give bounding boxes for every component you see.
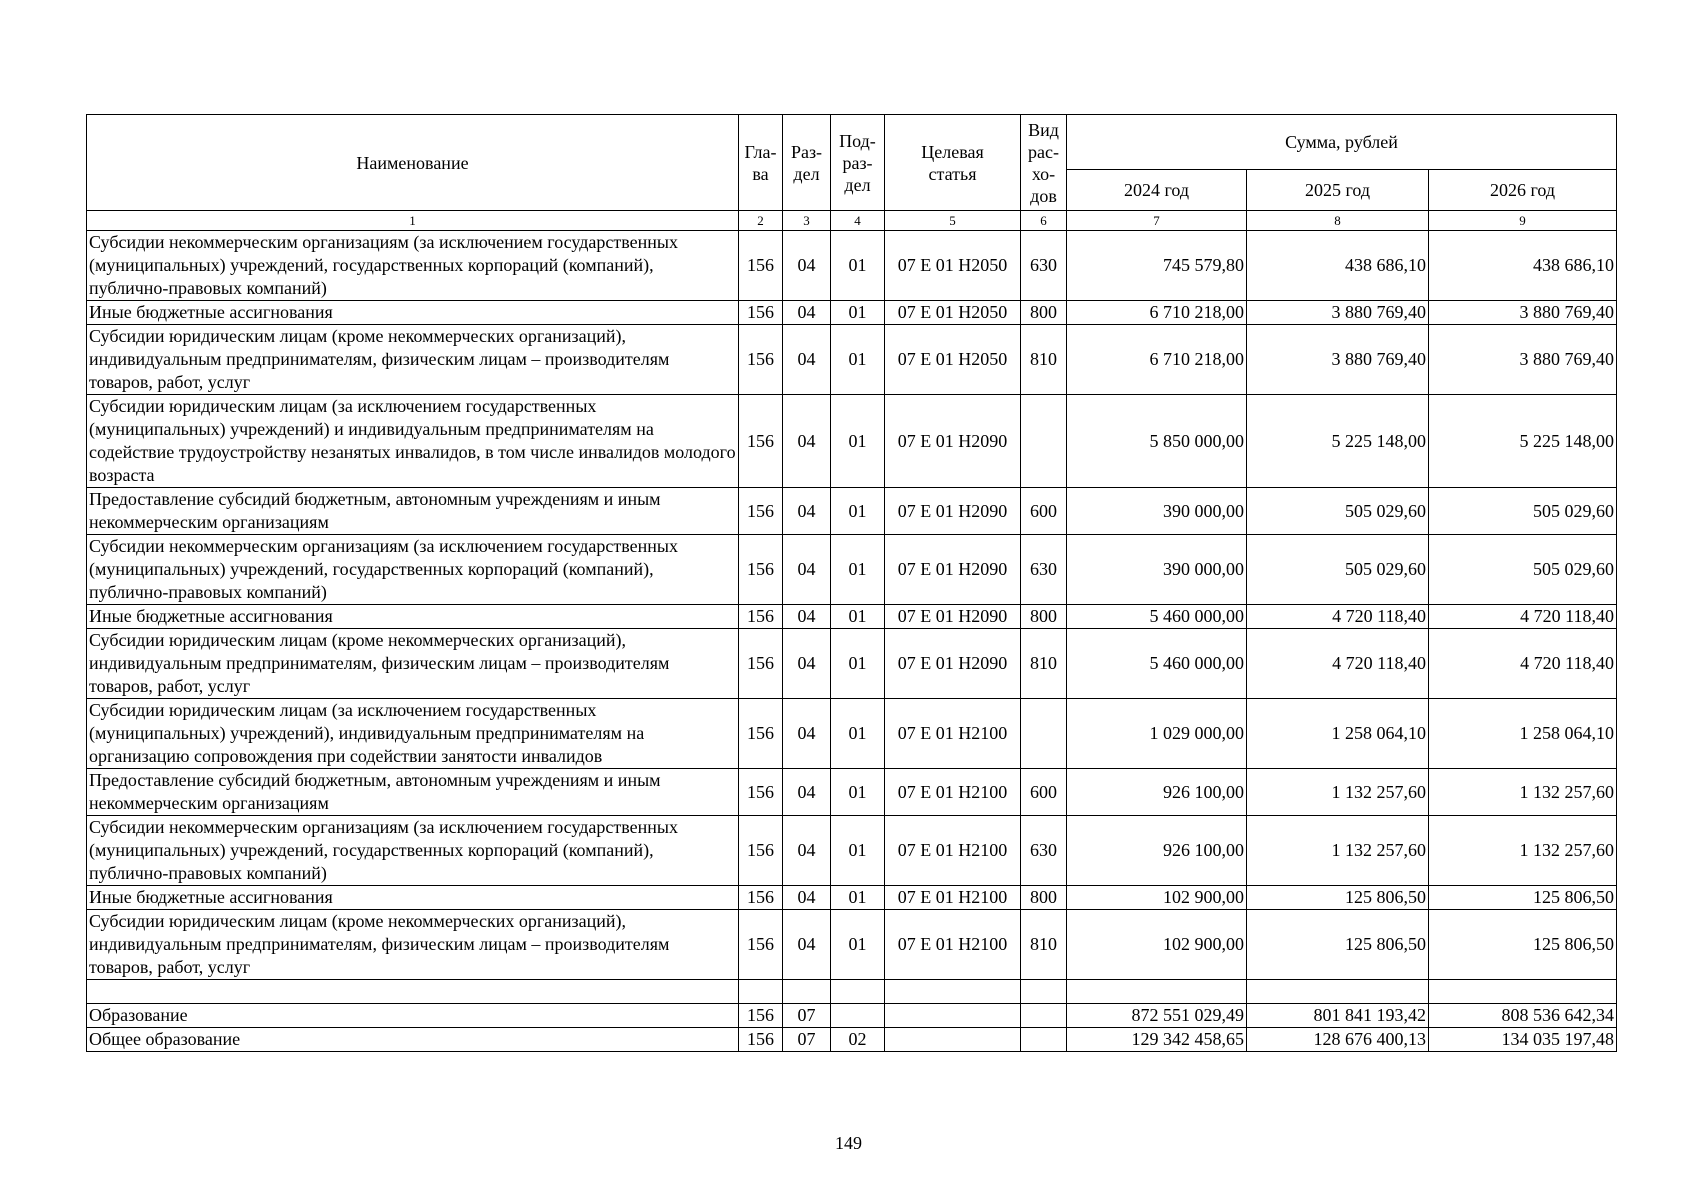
column-number: 2 [739, 211, 783, 231]
table-row [87, 488, 1617, 535]
header-year-2026: 2026 год [1429, 170, 1617, 211]
row-target-article: 07 Е 01 Н2100 [885, 886, 1021, 910]
row-section: 04 [783, 769, 831, 816]
row-amount-2024: 5 850 000,00 [1067, 395, 1247, 488]
row-section: 04 [783, 605, 831, 629]
row-subsection: 01 [831, 325, 885, 395]
column-numbers-row [87, 211, 1617, 231]
row-name: Общее образование [87, 1028, 739, 1052]
table-row [87, 629, 1617, 699]
row-expense-type [1021, 699, 1067, 769]
row-amount-2025: 128 676 400,13 [1247, 1028, 1429, 1052]
column-number: 7 [1067, 211, 1247, 231]
row-target-article: 07 Е 01 Н2100 [885, 816, 1021, 886]
row-subsection: 01 [831, 699, 885, 769]
row-name: Образование [87, 1004, 739, 1028]
table-row [87, 1004, 1617, 1028]
row-amount-2025: 4 720 118,40 [1247, 605, 1429, 629]
row-target-article [885, 980, 1021, 1004]
row-expense-type: 800 [1021, 886, 1067, 910]
row-chapter: 156 [739, 629, 783, 699]
row-amount-2025: 1 132 257,60 [1247, 816, 1429, 886]
row-target-article [885, 1004, 1021, 1028]
row-subsection: 01 [831, 605, 885, 629]
row-target-article: 07 Е 01 Н2100 [885, 910, 1021, 980]
row-name: Субсидии юридическим лицам (кроме некоммерческих организаций), индивидуальным предпринимателям, физическим лицам – производителям товаров, работ, услуг [87, 325, 739, 395]
column-number: 3 [783, 211, 831, 231]
column-number: 9 [1429, 211, 1617, 231]
row-amount-2026: 1 132 257,60 [1429, 769, 1617, 816]
row-amount-2025: 505 029,60 [1247, 488, 1429, 535]
row-chapter: 156 [739, 1004, 783, 1028]
row-chapter [739, 980, 783, 1004]
row-subsection: 01 [831, 910, 885, 980]
row-amount-2024: 872 551 029,49 [1067, 1004, 1247, 1028]
row-amount-2024: 6 710 218,00 [1067, 301, 1247, 325]
row-target-article: 07 Е 01 Н2090 [885, 395, 1021, 488]
row-subsection [831, 1004, 885, 1028]
row-expense-type: 600 [1021, 769, 1067, 816]
row-expense-type: 630 [1021, 535, 1067, 605]
row-name: Иные бюджетные ассигнования [87, 301, 739, 325]
row-expense-type: 810 [1021, 629, 1067, 699]
row-chapter: 156 [739, 535, 783, 605]
table-row [87, 231, 1617, 301]
table-row [87, 395, 1617, 488]
row-amount-2025: 801 841 193,42 [1247, 1004, 1429, 1028]
row-amount-2024: 5 460 000,00 [1067, 605, 1247, 629]
header-subsection: Под- раз- дел [831, 115, 885, 211]
row-amount-2026: 3 880 769,40 [1429, 301, 1617, 325]
table-row [87, 699, 1617, 769]
row-subsection: 01 [831, 769, 885, 816]
table-row [87, 301, 1617, 325]
header-name: Наименование [87, 115, 739, 211]
row-name: Субсидии некоммерческим организациям (за исключением государственных (муниципальных) учреждений, государственных корпораций (компаний), публично-правовых компаний) [87, 231, 739, 301]
table-row [87, 535, 1617, 605]
row-amount-2024: 390 000,00 [1067, 535, 1247, 605]
row-target-article: 07 Е 01 Н2100 [885, 769, 1021, 816]
row-amount-2026: 505 029,60 [1429, 535, 1617, 605]
row-subsection: 01 [831, 301, 885, 325]
table-row [87, 1028, 1617, 1052]
row-name: Предоставление субсидий бюджетным, автономным учреждениям и иным некоммерческим организациям [87, 488, 739, 535]
row-name: Иные бюджетные ассигнования [87, 886, 739, 910]
header-row [87, 115, 1617, 170]
header-chapter: Гла- ва [739, 115, 783, 211]
row-expense-type: 810 [1021, 910, 1067, 980]
header-target-article: Целевая статья [885, 115, 1021, 211]
table-row [87, 886, 1617, 910]
row-expense-type: 800 [1021, 301, 1067, 325]
row-target-article: 07 Е 01 Н2050 [885, 325, 1021, 395]
row-amount-2024: 926 100,00 [1067, 769, 1247, 816]
row-expense-type [1021, 395, 1067, 488]
row-subsection: 01 [831, 535, 885, 605]
row-name: Субсидии юридическим лицам (кроме некоммерческих организаций), индивидуальным предпринимателям, физическим лицам – производителям товаров, работ, услуг [87, 910, 739, 980]
row-subsection: 02 [831, 1028, 885, 1052]
row-amount-2025: 125 806,50 [1247, 910, 1429, 980]
row-amount-2026: 5 225 148,00 [1429, 395, 1617, 488]
row-amount-2025: 438 686,10 [1247, 231, 1429, 301]
column-number: 8 [1247, 211, 1429, 231]
row-expense-type [1021, 1028, 1067, 1052]
header-year-2025: 2025 год [1247, 170, 1429, 211]
row-amount-2024: 926 100,00 [1067, 816, 1247, 886]
row-expense-type: 630 [1021, 816, 1067, 886]
row-chapter: 156 [739, 395, 783, 488]
page-number: 149 [835, 1133, 862, 1153]
row-target-article [885, 1028, 1021, 1052]
header-year-2024: 2024 год [1067, 170, 1247, 211]
row-expense-type [1021, 1004, 1067, 1028]
row-amount-2026: 505 029,60 [1429, 488, 1617, 535]
row-amount-2025: 3 880 769,40 [1247, 301, 1429, 325]
row-amount-2025: 1 132 257,60 [1247, 769, 1429, 816]
row-subsection: 01 [831, 629, 885, 699]
row-name: Иные бюджетные ассигнования [87, 605, 739, 629]
column-number: 5 [885, 211, 1021, 231]
row-amount-2024: 5 460 000,00 [1067, 629, 1247, 699]
row-amount-2025 [1247, 980, 1429, 1004]
row-target-article: 07 Е 01 Н2100 [885, 699, 1021, 769]
row-amount-2026: 125 806,50 [1429, 886, 1617, 910]
row-expense-type: 630 [1021, 231, 1067, 301]
row-chapter: 156 [739, 231, 783, 301]
header-expense-type: Вид рас- хо- дов [1021, 115, 1067, 211]
table-row [87, 769, 1617, 816]
row-section: 04 [783, 325, 831, 395]
row-amount-2026: 1 258 064,10 [1429, 699, 1617, 769]
row-amount-2024: 129 342 458,65 [1067, 1028, 1247, 1052]
row-chapter: 156 [739, 910, 783, 980]
header-sum: Сумма, рублей [1067, 115, 1617, 170]
row-amount-2025: 5 225 148,00 [1247, 395, 1429, 488]
row-chapter: 156 [739, 488, 783, 535]
row-section: 04 [783, 910, 831, 980]
row-chapter: 156 [739, 301, 783, 325]
column-number: 1 [87, 211, 739, 231]
row-expense-type [1021, 980, 1067, 1004]
row-amount-2026: 438 686,10 [1429, 231, 1617, 301]
row-amount-2024: 6 710 218,00 [1067, 325, 1247, 395]
row-chapter: 156 [739, 325, 783, 395]
row-section: 04 [783, 535, 831, 605]
row-section: 07 [783, 1028, 831, 1052]
row-target-article: 07 Е 01 Н2090 [885, 605, 1021, 629]
row-target-article: 07 Е 01 Н2090 [885, 488, 1021, 535]
table-row [87, 980, 1617, 1004]
row-amount-2025: 1 258 064,10 [1247, 699, 1429, 769]
row-target-article: 07 Е 01 Н2090 [885, 535, 1021, 605]
header-section: Раз- дел [783, 115, 831, 211]
row-amount-2024: 390 000,00 [1067, 488, 1247, 535]
row-target-article: 07 Е 01 Н2050 [885, 301, 1021, 325]
row-name: Субсидии некоммерческим организациям (за исключением государственных (муниципальных) учреждений, государственных корпораций (компаний), публично-правовых компаний) [87, 816, 739, 886]
row-target-article: 07 Е 01 Н2090 [885, 629, 1021, 699]
table-row [87, 910, 1617, 980]
row-amount-2026: 3 880 769,40 [1429, 325, 1617, 395]
row-expense-type: 600 [1021, 488, 1067, 535]
row-amount-2024: 102 900,00 [1067, 886, 1247, 910]
row-section: 04 [783, 699, 831, 769]
row-section [783, 980, 831, 1004]
row-name: Субсидии юридическим лицам (кроме некоммерческих организаций), индивидуальным предпринимателям, физическим лицам – производителям товаров, работ, услуг [87, 629, 739, 699]
row-subsection: 01 [831, 816, 885, 886]
row-section: 04 [783, 301, 831, 325]
row-amount-2026: 4 720 118,40 [1429, 605, 1617, 629]
row-section: 07 [783, 1004, 831, 1028]
row-amount-2026: 808 536 642,34 [1429, 1004, 1617, 1028]
row-amount-2026: 134 035 197,48 [1429, 1028, 1617, 1052]
row-section: 04 [783, 395, 831, 488]
row-name: Субсидии некоммерческим организациям (за исключением государственных (муниципальных) учреждений, государственных корпораций (компаний), публично-правовых компаний) [87, 535, 739, 605]
row-amount-2025: 125 806,50 [1247, 886, 1429, 910]
row-name: Субсидии юридическим лицам (за исключением государственных (муниципальных) учреждений) и индивидуальным предпринимателям на содействие трудоустройству незанятых инвалидов, в том числе инвалидов молодого возраста [87, 395, 739, 488]
row-section: 04 [783, 488, 831, 535]
row-amount-2024: 1 029 000,00 [1067, 699, 1247, 769]
row-chapter: 156 [739, 886, 783, 910]
row-subsection [831, 980, 885, 1004]
row-amount-2024: 102 900,00 [1067, 910, 1247, 980]
row-amount-2026: 4 720 118,40 [1429, 629, 1617, 699]
row-amount-2024 [1067, 980, 1247, 1004]
row-chapter: 156 [739, 699, 783, 769]
row-section: 04 [783, 816, 831, 886]
row-amount-2025: 4 720 118,40 [1247, 629, 1429, 699]
row-expense-type: 800 [1021, 605, 1067, 629]
row-amount-2026: 1 132 257,60 [1429, 816, 1617, 886]
row-name: Субсидии юридическим лицам (за исключением государственных (муниципальных) учреждений), индивидуальным предпринимателям на организацию сопровождения при содействии занятости инвалидов [87, 699, 739, 769]
row-chapter: 156 [739, 769, 783, 816]
row-section: 04 [783, 231, 831, 301]
row-chapter: 156 [739, 1028, 783, 1052]
row-chapter: 156 [739, 816, 783, 886]
table-row [87, 605, 1617, 629]
row-section: 04 [783, 886, 831, 910]
row-target-article: 07 Е 01 Н2050 [885, 231, 1021, 301]
budget-table [86, 114, 1617, 1052]
row-subsection: 01 [831, 231, 885, 301]
row-chapter: 156 [739, 605, 783, 629]
column-number: 4 [831, 211, 885, 231]
table-body [87, 231, 1617, 1052]
row-subsection: 01 [831, 886, 885, 910]
row-amount-2026: 125 806,50 [1429, 910, 1617, 980]
table-row [87, 325, 1617, 395]
table-row [87, 816, 1617, 886]
row-name [87, 980, 739, 1004]
row-amount-2025: 3 880 769,40 [1247, 325, 1429, 395]
column-number: 6 [1021, 211, 1067, 231]
row-section: 04 [783, 629, 831, 699]
row-subsection: 01 [831, 488, 885, 535]
row-name: Предоставление субсидий бюджетным, автономным учреждениям и иным некоммерческим организациям [87, 769, 739, 816]
row-expense-type: 810 [1021, 325, 1067, 395]
row-amount-2026 [1429, 980, 1617, 1004]
row-amount-2024: 745 579,80 [1067, 231, 1247, 301]
row-subsection: 01 [831, 395, 885, 488]
row-amount-2025: 505 029,60 [1247, 535, 1429, 605]
